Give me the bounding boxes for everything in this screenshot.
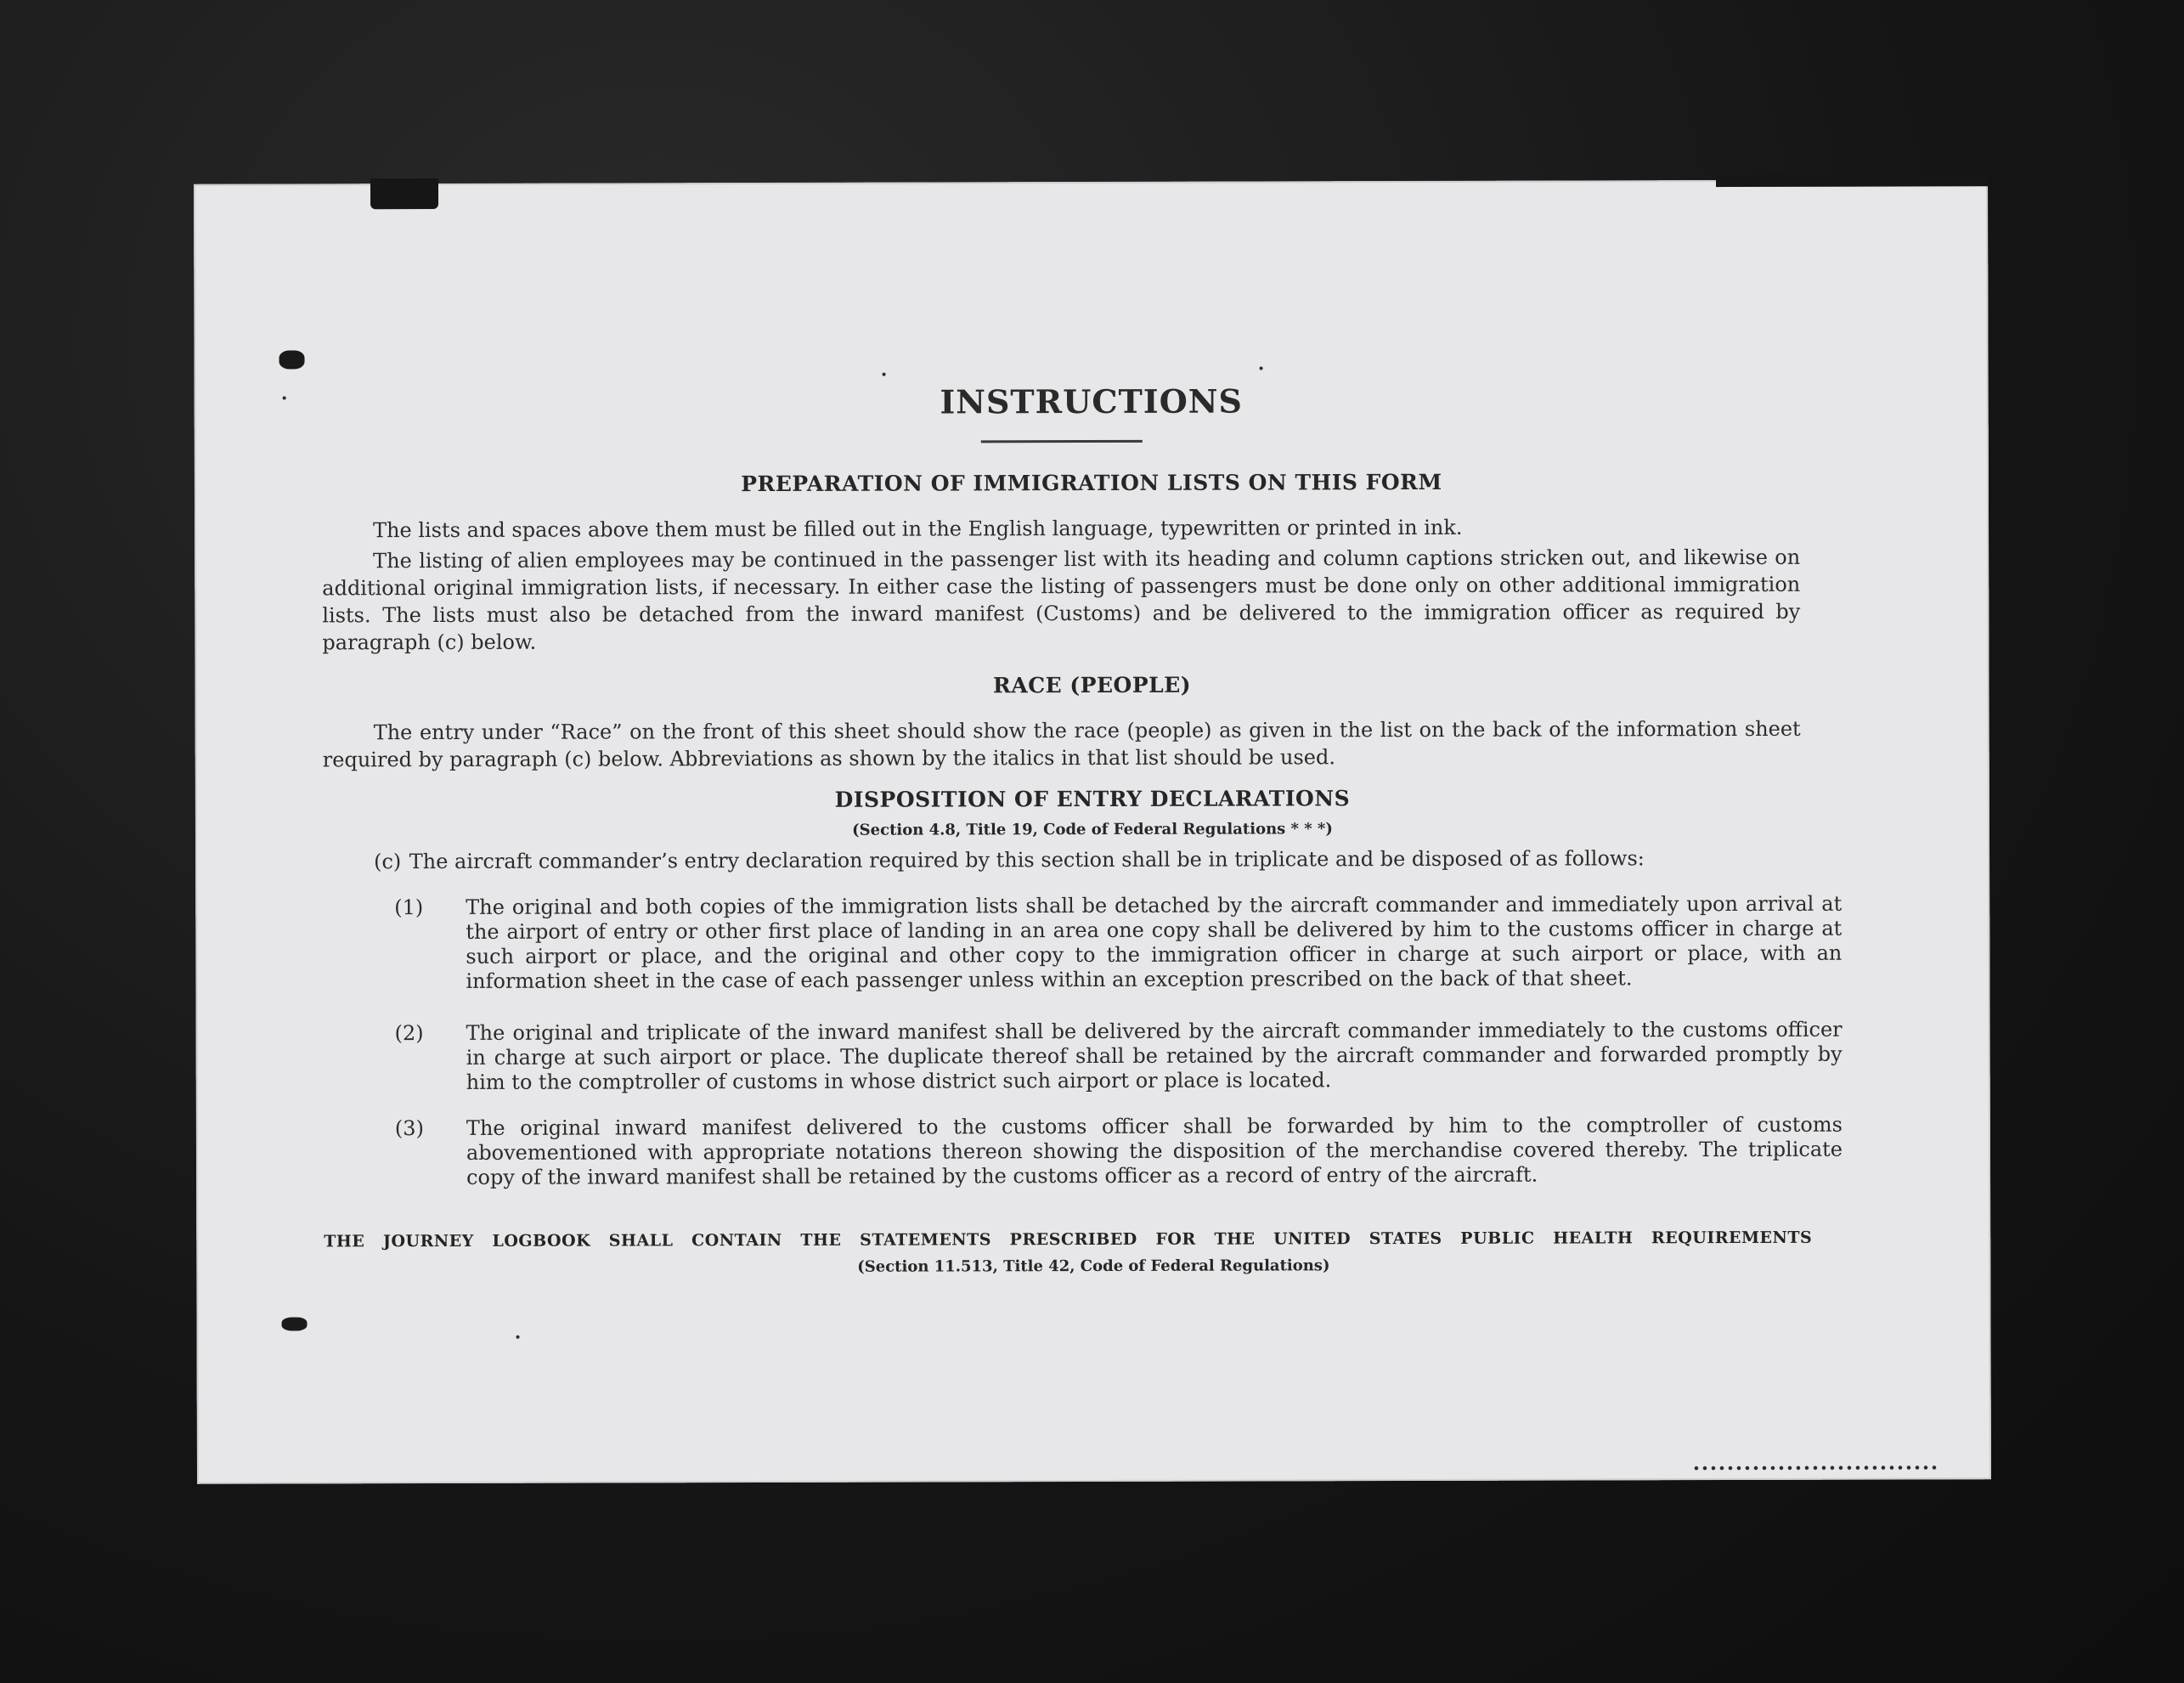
speck [516,1336,520,1339]
section-heading-race: RACE (PEOPLE) [992,672,1192,698]
footer-health-requirements: THE JOURNEY LOGBOOK SHALL CONTAIN THE STATEMENTS PRESCRIBED FOR THE UNITED STATES PUBLIC HEALTH REQUIREMENTS [324,1228,1813,1251]
list-item-label: (3) [394,1116,424,1141]
footer-citation: (Section 11.513, Title 42, Code of Federal Regulations) [857,1257,1330,1276]
list-item-text: The original and triplicate of the inward manifest shall be delivered by the aircraft commander immediately to the customs officer in charge at such airport or place. The duplicate thereof shall be retained by the aircraft commander and forwarded promptly by him to the comptroller of customs in whose district such airport or place is located. [466,1017,1843,1094]
document-title: INSTRUCTIONS [940,381,1243,421]
section-heading-preparation: PREPARATION OF IMMIGRATION LISTS ON THIS FORM [741,469,1442,497]
paragraph-lists-language: The lists and spaces above them must be filled out in the English language, typewritten or printed in ink. [373,515,1463,543]
list-item-3 [394,1112,1843,1190]
perforation-edge [1692,1464,1939,1471]
list-item-label: (1) [394,895,424,920]
list-item-1 [394,891,1843,994]
paragraph-race: The entry under “Race” on the front of this sheet should show the race (people) as given in the list on the back of the information sheet required by paragraph (c) below. Abbreviations as shown by the italics in that list should be used. [322,716,1801,772]
punch-hole [279,350,305,369]
section-citation: (Section 4.8, Title 19, Code of Federal Regulations * * *) [852,820,1333,839]
list-item-2 [394,1017,1843,1095]
paragraph-text: The aircraft commander’s entry declaration required by this section shall be in triplicate and be disposed of as follows: [409,846,1645,874]
list-item-text: The original inward manifest delivered to the customs officer shall be forwarded by him to the comptroller of customs abovementioned with appropriate notations thereon showing the disposition of the merchandise covered thereby. The triplicate copy of the inward manifest shall be retained by the customs officer as a record of entry of the aircraft. [466,1112,1843,1189]
speck [883,373,886,376]
paragraph-label: (c) [374,850,402,874]
title-underline [981,440,1143,443]
speck [1260,366,1263,370]
document-sheet [194,179,1991,1484]
punch-hole [281,1317,307,1330]
list-item-text: The original and both copies of the immigration lists shall be detached by the aircraft commander and immediately upon arrival at the airport of entry or other first place of landing in an area one copy shall be delivered by him to the customs officer in charge at such airport or place, and the original and other copy to the immigration officer in charge at such airport or place, with an information sheet in the case of each passenger unless within an exception prescribed on the back of that sheet. [466,891,1843,993]
sheet-notch [1716,174,1988,187]
paragraph-c-intro [374,846,1818,874]
paragraph-alien-employees: The listing of alien employees may be continued in the passenger list with its heading and column captions stricken out, and likewise on additional original immigration lists, if necessary. In either case the listing of passengers must be done only on other additional immigration lists. The lists must also be detached from the inward manifest (Customs) and be delivered to the immigration officer as required by paragraph (c) below. [322,545,1801,655]
section-heading-disposition: DISPOSITION OF ENTRY DECLARATIONS [834,786,1351,812]
sheet-notch [370,178,438,209]
list-item-label: (2) [394,1021,424,1046]
